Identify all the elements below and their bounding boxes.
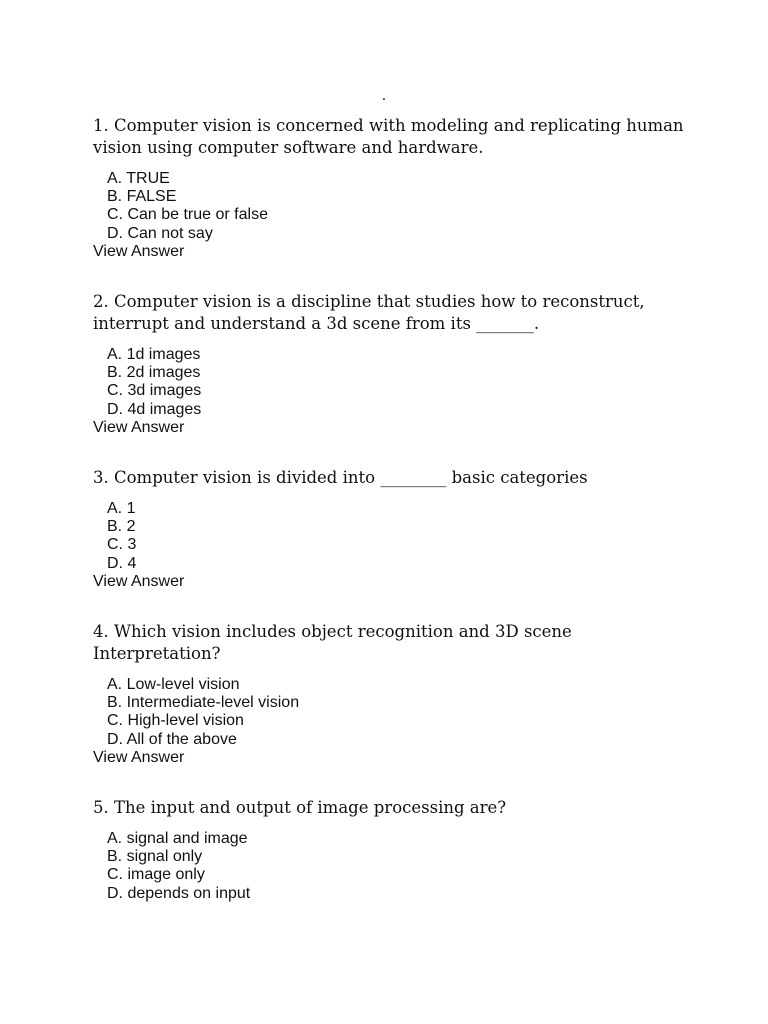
option-a: A. Low-level vision (107, 676, 240, 694)
question-text: 5. The input and output of image processing are? (93, 798, 507, 818)
option-b: B. FALSE (107, 188, 177, 206)
view-answer-link[interactable]: View Answer (93, 572, 185, 590)
option-d: D. Can not say (107, 224, 213, 242)
question-text: 4. Which vision includes object recognition and 3D scene Interpretation? (93, 622, 572, 664)
question-4 (93, 621, 703, 767)
option-a: A. 1d images (107, 346, 201, 364)
option-c: C. Can be true or false (107, 206, 268, 224)
option-c: C. 3d images (107, 382, 202, 400)
option-b: B. signal only (107, 848, 203, 866)
option-d: D. 4 (107, 554, 137, 572)
option-c: C. High-level vision (107, 712, 244, 730)
option-b: B. 2 (107, 518, 136, 536)
question-2 (93, 291, 703, 437)
option-list (93, 500, 703, 573)
option-a: A. signal and image (107, 830, 248, 848)
view-answer-link[interactable]: View Answer (93, 418, 185, 436)
question-3 (93, 467, 703, 591)
view-answer-link[interactable]: View Answer (93, 748, 185, 766)
option-b: B. Intermediate-level vision (107, 694, 300, 712)
option-a: A. TRUE (107, 170, 170, 187)
question-text: 1. Computer vision is concerned with modeling and replicating human vision using computer software and hardware. (93, 116, 684, 157)
header-mark: . (381, 88, 387, 104)
option-list (93, 170, 703, 243)
question-text: 3. Computer vision is divided into ________ basic categories (93, 468, 588, 488)
option-c: C. 3 (107, 536, 137, 554)
option-d: D. All of the above (107, 730, 237, 748)
question-list (93, 115, 703, 933)
option-d: D. depends on input (107, 884, 251, 902)
option-list (93, 346, 703, 419)
question-5 (93, 797, 703, 903)
option-b: B. 2d images (107, 364, 201, 382)
option-list (93, 830, 703, 903)
option-c: C. image only (107, 866, 205, 884)
option-d: D. 4d images (107, 400, 202, 418)
option-a: A. 1 (107, 500, 136, 518)
view-answer-link[interactable]: View Answer (93, 242, 185, 260)
question-text: 2. Computer vision is a discipline that studies how to reconstruct, interrupt and understand a 3d scene from its _______. (93, 292, 645, 334)
option-list (93, 676, 703, 749)
question-1 (93, 115, 703, 261)
